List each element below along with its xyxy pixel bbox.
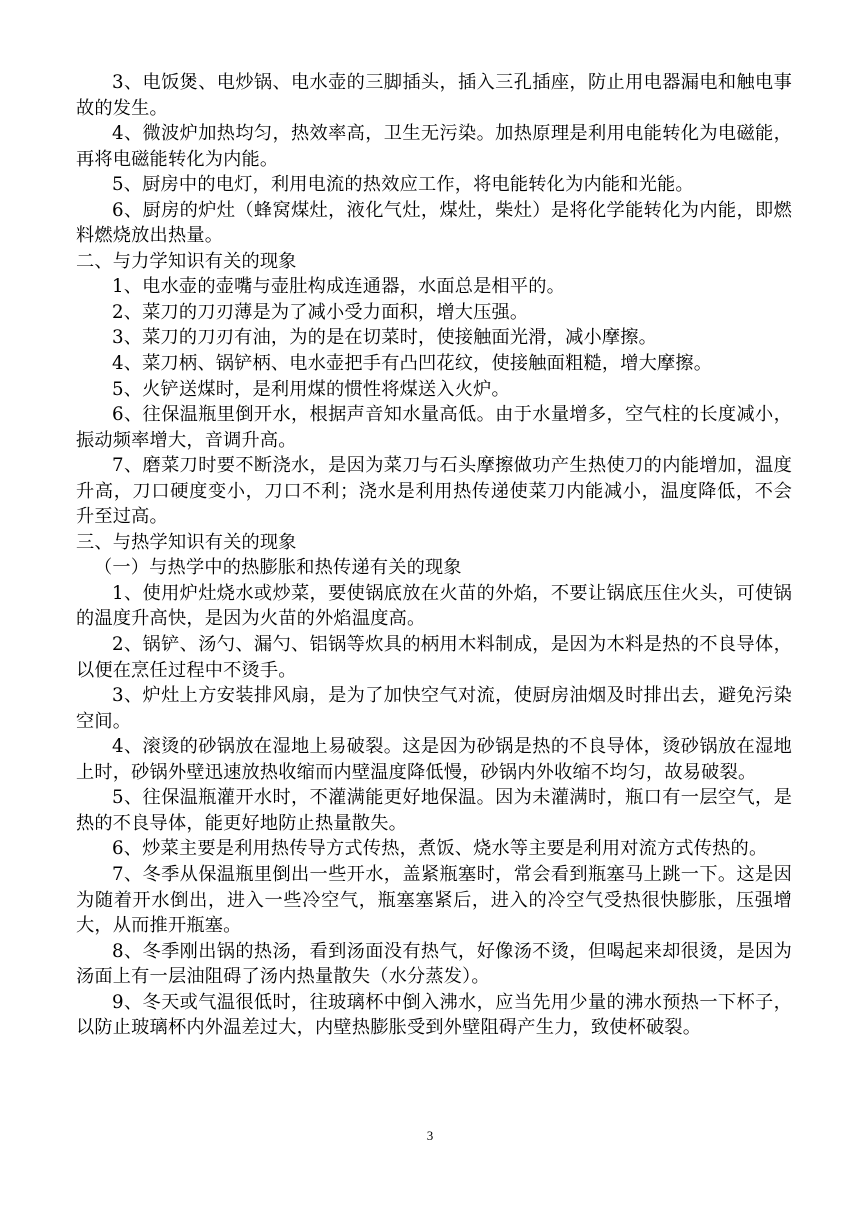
section-heading: 二、与力学知识有关的现象 xyxy=(76,250,297,272)
list-item: 3、炉灶上方安装排风扇，是为了加快空气对流，使厨房油烟及时排出去，避免污染空间。 xyxy=(76,685,792,732)
document-body xyxy=(76,70,792,1041)
list-item: 1、使用炉灶烧水或炒菜，要使锅底放在火苗的外焰，不要让锅底压住火头，可使锅的温度升高快，是因为火苗的外焰温度高。 xyxy=(76,582,792,630)
list-item: 7、冬季从保温瓶里倒出一些开水，盖紧瓶塞时，常会看到瓶塞马上跳一下。这是因为随着开水倒出，进入一些冷空气，瓶塞塞紧后，进入的冷空气受热很快膨胀，压强增大，从而推开瓶塞。 xyxy=(76,863,792,937)
list-item: 6、炒菜主要是利用热传导方式传热，煮饭、烧水等主要是利用对流方式传热的。 xyxy=(112,838,768,860)
list-item: 7、磨菜刀时要不断浇水，是因为菜刀与石头摩擦做功产生热使刀的内能增加，温度升高，刀口硬度变小，刀口不利；浇水是利用热传递使菜刀内能减小，温度降低，不会升至过高。 xyxy=(76,455,792,528)
list-item: 6、往保温瓶里倒开水，根据声音知水量高低。由于水量增多，空气柱的长度减小，振动频率增大，音调升高。 xyxy=(76,404,792,451)
subsection-heading: （一）与热学中的热膨胀和热传递有关的现象 xyxy=(94,557,462,579)
list-item: 3、电饭煲、电炒锅、电水壶的三脚插头，插入三孔插座，防止用电器漏电和触电事故的发生。 xyxy=(76,72,792,119)
list-item: 6、厨房的炉灶（蜂窝煤灶，液化气灶，煤灶，柴灶）是将化学能转化为内能，即燃料燃烧放出热量。 xyxy=(76,199,792,247)
list-item: 8、冬季刚出锅的热汤，看到汤面没有热气，好像汤不烫，但喝起来却很烫，是因为汤面上有一层油阻碍了汤内热量散失（水分蒸发）。 xyxy=(76,940,792,988)
list-item: 3、菜刀的刀刃有油，为的是在切菜时，使接触面光滑，减小摩擦。 xyxy=(112,327,658,349)
list-item: 2、锅铲、汤勺、漏勺、铝锅等炊具的柄用木料制成，是因为木料是热的不良导体，以便在烹任过程中不烫手。 xyxy=(76,634,792,681)
list-item: 5、火铲送煤时，是利用煤的惯性将煤送入火炉。 xyxy=(112,378,510,400)
list-item: 4、微波炉加热均匀，热效率高，卫生无污染。加热原理是利用电能转化为电磁能，再将电磁能转化为内能。 xyxy=(76,123,792,170)
page-number: 3 xyxy=(426,1128,434,1143)
list-item: 2、菜刀的刀刃薄是为了减小受力面积，增大压强。 xyxy=(112,301,529,323)
list-item: 1、电水壶的壶嘴与壶肚构成连通器，水面总是相平的。 xyxy=(112,276,566,298)
list-item: 5、厨房中的电灯，利用电流的热效应工作，将电能转化为内能和光能。 xyxy=(112,174,694,196)
list-item: 5、往保温瓶灌开水时，不灌满能更好地保温。因为未灌满时，瓶口有一层空气，是热的不良导体，能更好地防止热量散失。 xyxy=(76,787,792,834)
list-item: 4、滚烫的砂锅放在湿地上易破裂。这是因为砂锅是热的不良导体，烫砂锅放在湿地上时，砂锅外壁迅速放热收缩而内壁温度降低慢，砂锅内外收缩不均匀，故易破裂。 xyxy=(76,736,792,783)
list-item: 9、冬天或气温很低时，往玻璃杯中倒入沸水，应当先用少量的沸水预热一下杯子，以防止玻璃杯内外温差过大，内壁热膨胀受到外壁阻碍产生力，致使杯破裂。 xyxy=(76,991,792,1039)
section-heading: 三、与热学知识有关的现象 xyxy=(76,531,297,553)
list-item: 4、菜刀柄、锅铲柄、电水壶把手有凸凹花纹，使接触面粗糙，增大摩擦。 xyxy=(112,353,713,375)
